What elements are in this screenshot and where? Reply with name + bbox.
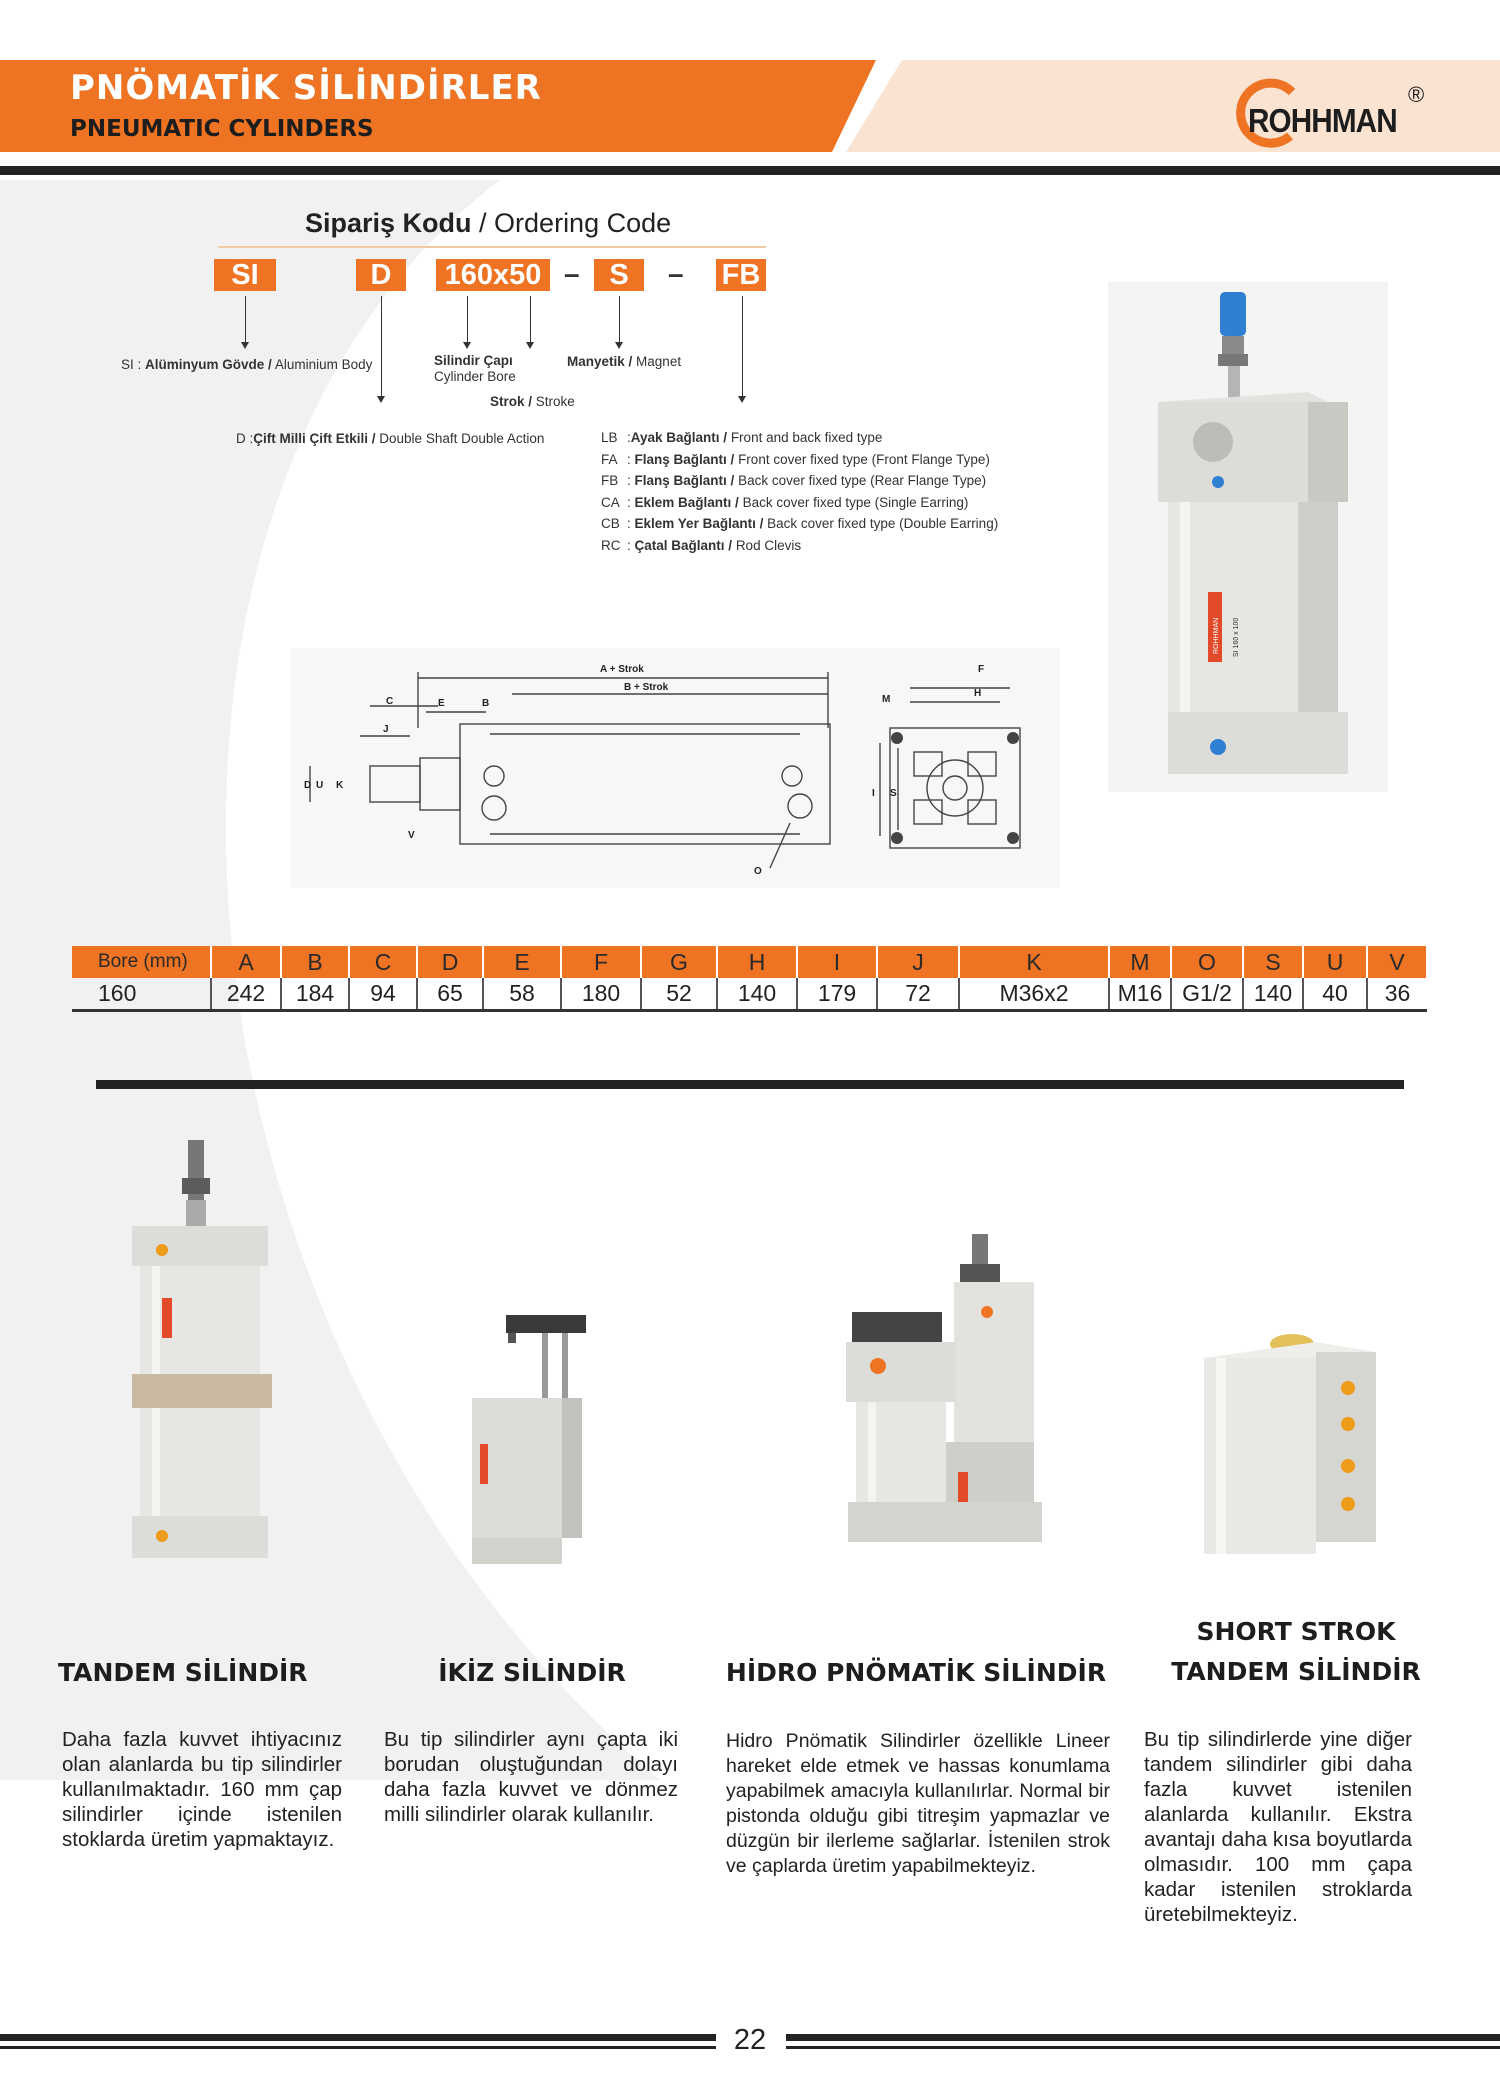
table-cell: G1/2: [1171, 978, 1243, 1011]
page-subtitle: PNEUMATIC CYLINDERS: [70, 116, 374, 142]
code-si: SI: [214, 259, 276, 291]
code-d: D: [356, 259, 406, 291]
table-header-cell: S: [1243, 946, 1303, 978]
arrow-d: [381, 296, 382, 398]
dimension-table: [72, 946, 1428, 1012]
table-cell: 65: [417, 978, 483, 1011]
hydro-pneumatic-cylinder-photo: [842, 1232, 1052, 1572]
arrow-bore: [467, 296, 468, 344]
table-header-cell: K: [959, 946, 1109, 978]
dim-c: C: [386, 696, 394, 707]
code-dash: –: [668, 258, 684, 289]
ordering-code-title: Sipariş Kodu / Ordering Code: [305, 208, 672, 238]
arrow-tip: [463, 342, 471, 349]
arrow-tip: [738, 396, 746, 403]
magnet-description: Manyetik / Magnet: [567, 354, 682, 369]
table-header-cell: B: [281, 946, 349, 978]
mounting-item: CA : Eklem Bağlantı / Back cover fixed type (Single Earring): [601, 494, 969, 510]
table-header-cell: E: [483, 946, 561, 978]
code-bore-stroke: 160x50: [436, 259, 550, 291]
table-header-cell: A: [211, 946, 281, 978]
table-cell: 140: [1243, 978, 1303, 1011]
brand-logo: ROHHMAN: [1248, 102, 1397, 139]
table-cell: 52: [641, 978, 717, 1011]
mounting-item: CB : Eklem Yer Bağlantı / Back cover fixed type (Double Earring): [601, 516, 999, 531]
product-title-short-strok: SHORT STROK: [1196, 1617, 1396, 1646]
si-description: SI : Alüminyum Gövde / Aluminium Body: [121, 357, 373, 372]
dim-h: H: [974, 688, 982, 699]
table-header-cell: G: [641, 946, 717, 978]
dim-e: E: [438, 698, 445, 709]
mounting-item: RC : Çatal Bağlantı / Rod Clevis: [601, 537, 802, 553]
footer-bar-left-thin: [0, 2046, 716, 2049]
table-cell: M16: [1109, 978, 1171, 1011]
table-header-row: [72, 946, 1427, 978]
dim-i: I: [872, 788, 875, 799]
dim-f: F: [978, 664, 985, 675]
arrow-stroke: [530, 296, 531, 344]
table-header-cell: J: [877, 946, 959, 978]
arrow-tip: [615, 342, 623, 349]
table-header-cell: D: [417, 946, 483, 978]
dim-b: B: [482, 698, 490, 709]
table-row: [72, 978, 1427, 1011]
page-number: 22: [733, 2024, 767, 2056]
dim-m: M: [882, 694, 891, 705]
product-title-short-tandem: TANDEM SİLİNDİR: [1171, 1657, 1421, 1686]
code-s: S: [594, 259, 644, 291]
twin-cylinder-photo: [466, 1312, 586, 1572]
table-header-cell: C: [349, 946, 417, 978]
footer-bar-right-thin: [786, 2046, 1500, 2049]
dim-k: K: [336, 780, 344, 791]
dim-s: S: [890, 788, 897, 799]
registered-mark: ®: [1408, 82, 1425, 107]
product-text-hydro: Hidro Pnömatik Silindirler özellikle Lineer hareket elde etmek ve hassas konumlama yapabilmek amacıyla kullanılırlar. Normal bir pistonda olduğu gibi titreşim yapmazlar ve düzgün bir ilerleme sağlarlar. İstenilen strok ve çaplarda üretim yapabilmekteyiz.: [726, 1730, 1110, 1877]
product-title-tandem: TANDEM SİLİNDİR: [58, 1658, 308, 1687]
table-header-cell: Bore (mm): [72, 946, 211, 978]
d-description: D :Çift Milli Çift Etkili / Double Shaft Double Action: [236, 431, 545, 446]
table-cell: 58: [483, 978, 561, 1011]
dim-b-strok: B + Strok: [624, 682, 669, 693]
table-cell: 140: [717, 978, 797, 1011]
bore-description: Silindir Çapı Cylinder Bore: [434, 353, 516, 384]
product-text-short-tandem: Bu tip silindirlerde yine diğer tandem silindirler gibi daha fazla kuvvet istenilen alanlarda kullanılır. Ekstra avantajı daha kısa boyutlarda olmasıdır. 100 mm çapa kadar istenilen stroklarda üretebilmekteyiz.: [1144, 1728, 1412, 1926]
product-title-twin: İKİZ SİLİNDİR: [438, 1658, 626, 1687]
dim-a-strok: A + Strok: [600, 664, 644, 675]
table-cell: 40: [1303, 978, 1367, 1011]
dim-j: J: [383, 724, 389, 735]
dim-v: V: [408, 830, 415, 841]
technical-drawing: [290, 648, 1060, 888]
code-fb: FB: [716, 259, 766, 291]
mounting-list: [601, 430, 998, 559]
dim-d: D: [304, 780, 312, 791]
arrow-magnet: [619, 296, 620, 344]
arrow-tip: [241, 342, 249, 349]
dim-o: O: [754, 866, 762, 877]
table-cell: 180: [561, 978, 641, 1011]
mounting-item: FA : Flanş Bağlantı / Front cover fixed type (Front Flange Type): [601, 451, 990, 467]
ordering-underline: [218, 246, 766, 248]
table-cell: 184: [281, 978, 349, 1011]
table-header-cell: M: [1109, 946, 1171, 978]
dim-u: U: [316, 780, 324, 791]
arrow-tip: [526, 342, 534, 349]
cylinder-photo: [1108, 282, 1388, 792]
table-cell: 242: [211, 978, 281, 1011]
cylinder-label-model: SI 160 x 100: [1233, 617, 1240, 657]
table-header-cell: H: [717, 946, 797, 978]
table-header-cell: U: [1303, 946, 1367, 978]
arrow-tip: [377, 396, 385, 403]
table-cell: 179: [797, 978, 877, 1011]
footer-bar-left: [0, 2034, 716, 2041]
table-cell: 94: [349, 978, 417, 1011]
mounting-item: LB :Ayak Bağlantı / Front and back fixed type: [601, 430, 883, 445]
arrow-si: [245, 296, 246, 344]
table-cell: 160: [72, 978, 211, 1011]
table-header-cell: V: [1367, 946, 1427, 978]
arrow-mount: [742, 296, 743, 398]
product-text-twin: Bu tip silindirler aynı çapta iki borudan oluştuğundan dolayı daha fazla kuvvet ve dönmez milli silindirler olarak kullanılır.: [384, 1728, 678, 1826]
table-cell: 36: [1367, 978, 1427, 1011]
table-header-cell: O: [1171, 946, 1243, 978]
section-divider: [96, 1080, 1404, 1089]
short-stroke-tandem-cylinder-photo: [1196, 1328, 1380, 1564]
table-header-cell: I: [797, 946, 877, 978]
footer-bar-right: [786, 2034, 1500, 2041]
tandem-cylinder-photo: [126, 1138, 276, 1568]
mounting-item: FB : Flanş Bağlantı / Back cover fixed type (Rear Flange Type): [601, 473, 987, 488]
stroke-description: Strok / Stroke: [490, 394, 575, 409]
header-divider: [0, 166, 1500, 175]
product-text-tandem: Daha fazla kuvvet ihtiyacınız olan alanlarda bu tip silindirler kullanılmaktadır. 160 mm çap silindirler içinde istenilen stoklarda üretim yapmaktayız.: [62, 1728, 342, 1851]
table-cell: M36x2: [959, 978, 1109, 1011]
code-dash: –: [564, 258, 580, 289]
table-header-cell: F: [561, 946, 641, 978]
page-title: PNÖMATİK SİLİNDİRLER: [70, 68, 542, 108]
product-title-hydro: HİDRO PNÖMATİK SİLİNDİR: [725, 1658, 1107, 1687]
table-cell: 72: [877, 978, 959, 1011]
cylinder-label-brand: ROHHMAN: [1213, 617, 1220, 654]
